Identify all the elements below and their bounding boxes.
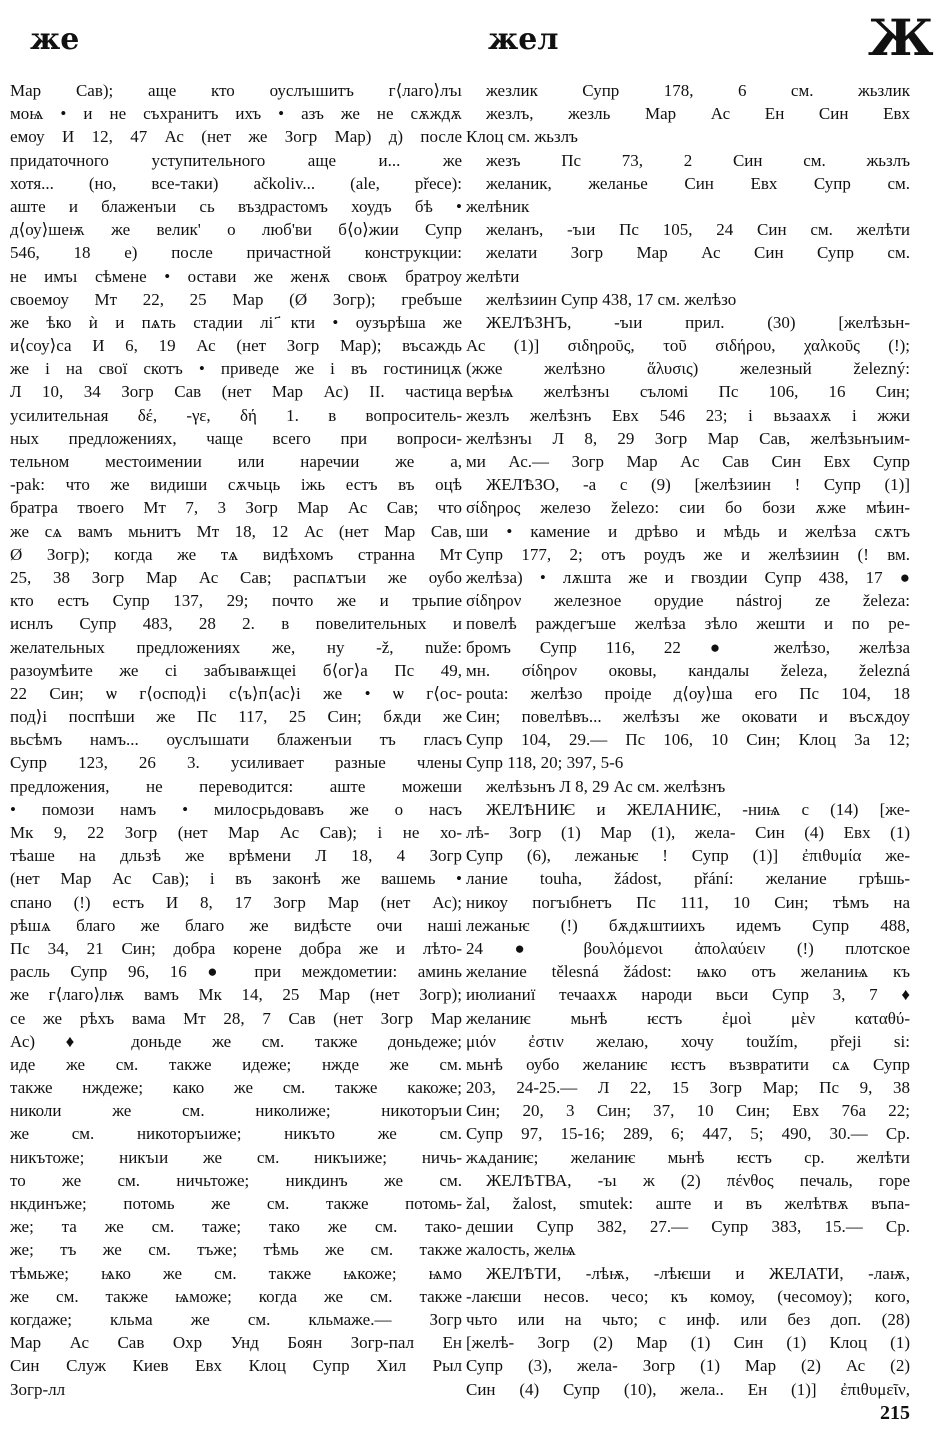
text-line: же см. также ѩможе; когда же см. также bbox=[10, 1286, 462, 1306]
text-line: ми Ас.— Зогр Мар Ас Сав Син Евх Супр bbox=[466, 452, 910, 471]
text-line: тѣмьже; ѩко же см. также ѩкоже; ѩмо bbox=[10, 1263, 462, 1283]
text-line: же сѧ вамъ мьнитъ Мт 18, 12 Ас (нет Мар Сав, bbox=[10, 521, 462, 541]
text-line: ЖЕЛѢЗНЪ, -ъıи прил. (30) [желѣзьн- bbox=[486, 312, 910, 332]
text-line: бромъ Супр 116, 22 ● желѣзо, желѣза bbox=[466, 637, 910, 657]
text-line: Л 10, 34 Зогр Сав (нет Мар Ас) II. частица bbox=[10, 382, 462, 402]
text-line: чьто или на чьто; с инф. или без доп. (28) bbox=[466, 1309, 910, 1329]
text-line: дешии Супр 382, 27.— Супр 383, 15.— Ср. bbox=[466, 1217, 910, 1237]
text-line: 203, 24-25.— Л 22, 15 Зогр Мар; Пс 9, 38 bbox=[466, 1078, 910, 1098]
text-line: николи же см. николиже; никоторъıи bbox=[10, 1101, 462, 1121]
text-line: тельном местоимении или наречии же а, bbox=[10, 452, 462, 471]
text-line: Ø Зогр); когда же тѧ видѣхомъ странна Мт bbox=[10, 544, 462, 564]
text-line: братра твоего Мт 7, 3 Зогр Мар Ас Сав; что bbox=[10, 498, 462, 518]
page-number: 215 bbox=[880, 1402, 910, 1424]
text-line: жалость, желѩ bbox=[466, 1240, 576, 1260]
text-line: • помози намъ • милосрьдовавъ же о насъ bbox=[10, 799, 462, 819]
text-line: Супр 123, 26 3. усиливает разные члены bbox=[10, 753, 462, 773]
text-line: не имъı сѣмене • остави же женѫ своѭ братроу bbox=[10, 266, 462, 286]
text-line: желѣза) • лѫшта же и гвоздии Супр 438, 17 ● bbox=[466, 567, 910, 587]
text-line: Син (4) Супр (10), жела.. Ен (1)] ἐπιθυμεῖν, bbox=[466, 1379, 910, 1399]
text-line: емоу И 12, 47 Ас (нет же Зогр Мар) д) после bbox=[10, 127, 462, 147]
text-line: Син; повелѣвъ... желѣзъı же оковати и въсѫдоу bbox=[466, 707, 910, 727]
text-line: (нет Мар Ас Сав); і въ законѣ же вашемь • bbox=[10, 869, 462, 889]
text-line: желати Зогр Мар Ас Син Супр см. bbox=[486, 243, 910, 263]
text-line: Пс 34, 21 Син; добра корене добра же и лѣто- bbox=[10, 938, 462, 958]
text-line: д⟨оу⟩шеѭ же велик' о люб'ви б⟨о⟩жии Супр bbox=[10, 220, 462, 240]
text-line: желаник, желанье Син Евх Супр см. bbox=[486, 173, 910, 193]
text-line: придаточного уступительного аще и... же bbox=[10, 150, 462, 170]
text-line: -pak: что же видиши сѫчьць іжь естъ въ оцѣ bbox=[10, 475, 462, 495]
text-line: ных предложениях, чаще всего при вопроси- bbox=[10, 428, 462, 448]
text-line: же ѣко ѝ и пѧть стадии лі ҃кти • оузърѣша же bbox=[10, 312, 462, 332]
text-line: Ас (1)] σιδηροῦς, τοῦ σιδήρου, χαλκοῦς (!); bbox=[466, 336, 910, 356]
text-line: июлианиї течаахѫ народи вьси Супр 3, 7 ♦ bbox=[466, 985, 910, 1005]
text-line: се же рѣхъ вама Мт 28, 7 Сав (нет Зогр Мар bbox=[10, 1008, 462, 1028]
text-line: ЖЕЛѢЗО, -а с (9) [желѣзиин ! Супр (1)] bbox=[486, 475, 910, 495]
text-line: то же см. ничьтоже; никдинъ же см. bbox=[10, 1170, 462, 1190]
text-line: Супр 118, 20; 397, 5-6 bbox=[466, 753, 624, 773]
right-column bbox=[466, 79, 910, 1401]
running-head-center: жел bbox=[488, 22, 559, 57]
text-line: Ас) ♦ доньде же см. также доньдеже; bbox=[10, 1031, 462, 1051]
text-line: же см. никоторъıиже; никъто же см. bbox=[10, 1124, 462, 1144]
text-line: Син; 20, 3 Син; 37, 10 Син; Евх 76а 22; bbox=[466, 1101, 910, 1121]
text-line: желанъ, -ъıи Пс 105, 24 Син см. желѣти bbox=[486, 220, 910, 240]
text-line: рѣшѧ благо же благо же видѣсте очи наші bbox=[10, 915, 462, 935]
text-line: σίδηρος железо železo: сии бо бози ѫже мѣин- bbox=[466, 498, 910, 518]
text-line: же і на свої скотъ • приведе же і въ гостиницѫ bbox=[10, 359, 462, 379]
text-line: верѣѩ желѣзнъı съломі Пс 106, 16 Син; bbox=[466, 382, 910, 402]
text-line: желательных предложениях же, ну -ž, nuže: bbox=[10, 637, 462, 657]
section-letter: Ж bbox=[868, 8, 934, 67]
text-line: нкдинъже; потомь же см. также потомь- bbox=[10, 1194, 462, 1213]
text-line: Мар Ас Сав Охр Унд Боян Зогр-пал Ен bbox=[10, 1333, 462, 1353]
text-line: тѣаше на дльзѣ же врѣмени Л 18, 4 Зогр bbox=[10, 846, 462, 866]
text-line: под⟩і поспѣши же Пс 117, 25 Син; бѫди же bbox=[10, 707, 462, 727]
text-line: желание tělesná žádost: ѩко отъ желаниѩ къ bbox=[466, 962, 910, 982]
text-line: предложения, не переводится: аште можеши bbox=[10, 776, 462, 796]
text-line: Мар Сав); аще кто оуслъıшитъ г⟨лаго⟩лъı bbox=[10, 81, 462, 100]
text-line: желѣти bbox=[466, 266, 520, 286]
text-line: аште и блаженъıи сь въздрастомъ хоудъ бѣ • bbox=[10, 196, 462, 216]
text-line: никоу погъıбнетъ Пс 111, 10 Син; тѣмъ на bbox=[466, 892, 910, 912]
text-line: Син Служ Киев Евх Клоц Супр Хил Рыл bbox=[10, 1356, 462, 1376]
text-line: ЖЕЛѢТВА, -ъı ж (2) πένθος печаль, горе bbox=[486, 1170, 910, 1190]
text-line: же; та же см. таже; тако же см. тако- bbox=[10, 1217, 462, 1237]
text-line: жѧданиѥ; желаниѥ мьнѣ ѥстъ ср. желѣти bbox=[466, 1147, 910, 1167]
text-line: Супр (3), жела- Зогр (1) Мар (2) Ас (2) bbox=[466, 1356, 910, 1376]
text-line: лание touha, žádost, přání: желание грѣшь- bbox=[466, 869, 910, 889]
text-line: моѩ • и не съхранитъ ихъ • азъ же не сѫждѫ bbox=[10, 104, 462, 124]
text-line: спано (!) естъ И 8, 17 Зогр Мар (нет Ас); bbox=[10, 892, 462, 912]
text-line: желѣник bbox=[466, 196, 530, 216]
text-line: также нждеже; како же см. также какоже; bbox=[10, 1078, 462, 1098]
text-line: μιόν ἐστιν желаю, хочу toužím, přeji si: bbox=[466, 1031, 910, 1051]
text-line: расль Супр 96, 16 ● при междометии: аминь bbox=[10, 962, 462, 982]
text-line: своемоу Мт 22, 25 Мар (Ø Зогр); гребъше bbox=[10, 289, 462, 309]
text-line: когдаже; кльма же см. кльмаже.— Зогр bbox=[10, 1309, 462, 1329]
text-line: усилительная δέ, -γε, δή 1. в вопроситель- bbox=[10, 405, 462, 425]
text-line: Клоц см. жьзлъ bbox=[466, 127, 578, 147]
text-line: ЖЕЛѢНИѤ и ЖЕЛАНИѤ, -ниѩ с (14) [же- bbox=[486, 799, 910, 819]
text-line: Супр 177, 2; отъ роудъ же и желѣзиин (! вм. bbox=[466, 544, 910, 564]
text-line: желѣзиин Супр 438, 17 см. желѣзо bbox=[486, 289, 737, 309]
text-line: 24 ● βουλόμενοι ἀπολαύειν (!) плотское bbox=[466, 938, 910, 958]
text-line: жезлъ, жезль Мар Ас Ен Син Евх bbox=[486, 104, 910, 124]
text-line: лежаньѥ (!) бѫдѫштиихъ идемъ Супр 488, bbox=[466, 915, 910, 935]
text-line: и⟨соу⟩са И 6, 19 Ас (нет Зогр Мар); въсаждь bbox=[10, 336, 462, 356]
text-line: Мк 9, 22 Зогр (нет Мар Ас Сав); і не хо- bbox=[10, 823, 462, 842]
text-line: повелѣ раждегъше желѣза зѣло жешти и по ре- bbox=[466, 614, 910, 634]
text-line: разоумѣите же сі забъıваѭщеі б⟨ог⟩а Пс 49, bbox=[10, 660, 462, 680]
text-line: жезлъ желѣзнъ Евх 546 23; і вьзаахѫ і жжи bbox=[466, 405, 910, 425]
text-line: -лаѥши несов. чесо; къ комоу, (чесомоу); кого, bbox=[466, 1286, 910, 1306]
left-column bbox=[10, 79, 462, 1401]
text-line: иде же см. также идеже; нжде же см. bbox=[10, 1054, 462, 1074]
text-line: Супр 97, 15-16; 289, 6; 447, 5; 490, 30.— Ср. bbox=[466, 1124, 910, 1144]
text-line: же; тъ же см. тъже; тѣмь же см. также bbox=[10, 1240, 462, 1260]
text-line: (жже желѣзно ἅλυσις) железный železný: bbox=[466, 359, 910, 379]
text-line: мьнѣ оубо желаниѥ ѥстъ възвратити сѧ Супр bbox=[466, 1054, 910, 1074]
text-line: хотя... (но, все-таки) ačkoliv... (ale, přece): bbox=[10, 173, 462, 193]
text-line: желѣзьнъ Л 8, 29 Ас см. желѣзнъ bbox=[486, 776, 726, 796]
text-line: желѣзнъı Л 8, 29 Зогр Мар Сав, желѣзьнъıим- bbox=[466, 428, 910, 448]
text-line: Супр (6), лежаньѥ ! Супр (1)] ἐπιθυμία же- bbox=[466, 846, 910, 866]
text-line: σίδηρον железное орудие nástroj ze železa: bbox=[466, 591, 910, 611]
text-line: 25, 38 Зогр Мар Ас Сав; распѧтъıи же оубо bbox=[10, 567, 462, 587]
text-line: жезъ Пс 73, 2 Син см. жьзлъ bbox=[486, 150, 910, 170]
running-head-left: же bbox=[30, 22, 80, 57]
text-line: ши • камение и дрѣво и мѣдь и желѣза сѫтъ bbox=[466, 521, 910, 541]
text-line: Супр 104, 29.— Пс 106, 10 Син; Клоц 3а 12; bbox=[466, 730, 910, 750]
text-line: мн. σίδηρον оковы, кандалы železa, železná bbox=[466, 660, 910, 680]
text-line: [желѣ- Зогр (2) Мар (1) Син (1) Клоц (1) bbox=[466, 1333, 910, 1353]
text-line: вьсѣмъ намъ... оуслъıшати блаженъıи тъ гласъ bbox=[10, 730, 462, 750]
text-line: žal, žalost, smutek: аште и въ желѣтвѫ въпа- bbox=[466, 1194, 910, 1213]
text-line: 546, 18 е) после причастной конструкции: bbox=[10, 243, 462, 263]
text-line: Зогр-лл bbox=[10, 1379, 66, 1399]
text-line: кто естъ Супр 137, 29; почто же и трьпие bbox=[10, 591, 462, 611]
text-line: pouta: желѣзо проіде д⟨оу⟩ша его Пс 104, 18 bbox=[466, 683, 910, 703]
text-line: желаниѥ мьнѣ ѥстъ ἐμοὶ μὲν καταθύ- bbox=[466, 1008, 910, 1028]
text-line: никътоже; никъıи же см. никъıиже; ничь- bbox=[10, 1147, 462, 1167]
text-line: же г⟨лаго⟩лѭ вамъ Мк 14, 25 Мар (нет Зогр); bbox=[10, 985, 462, 1005]
text-line: жезлик Супр 178, 6 см. жьзлик bbox=[486, 81, 910, 100]
text-line: иснлъ Супр 483, 28 2. в повелительных и bbox=[10, 614, 462, 634]
text-line: 22 Син; ѡ г⟨оспод⟩і с⟨ъ⟩п⟨ас⟩і же • ѡ г⟨ос- bbox=[10, 683, 462, 703]
text-line: лѣ- Зогр (1) Мар (1), жела- Син (4) Евх (1) bbox=[466, 823, 910, 842]
text-line: ЖЕЛѢТИ, -лѣѭ, -лѣѥши и ЖЕЛАТИ, -лаѭ, bbox=[486, 1263, 910, 1283]
